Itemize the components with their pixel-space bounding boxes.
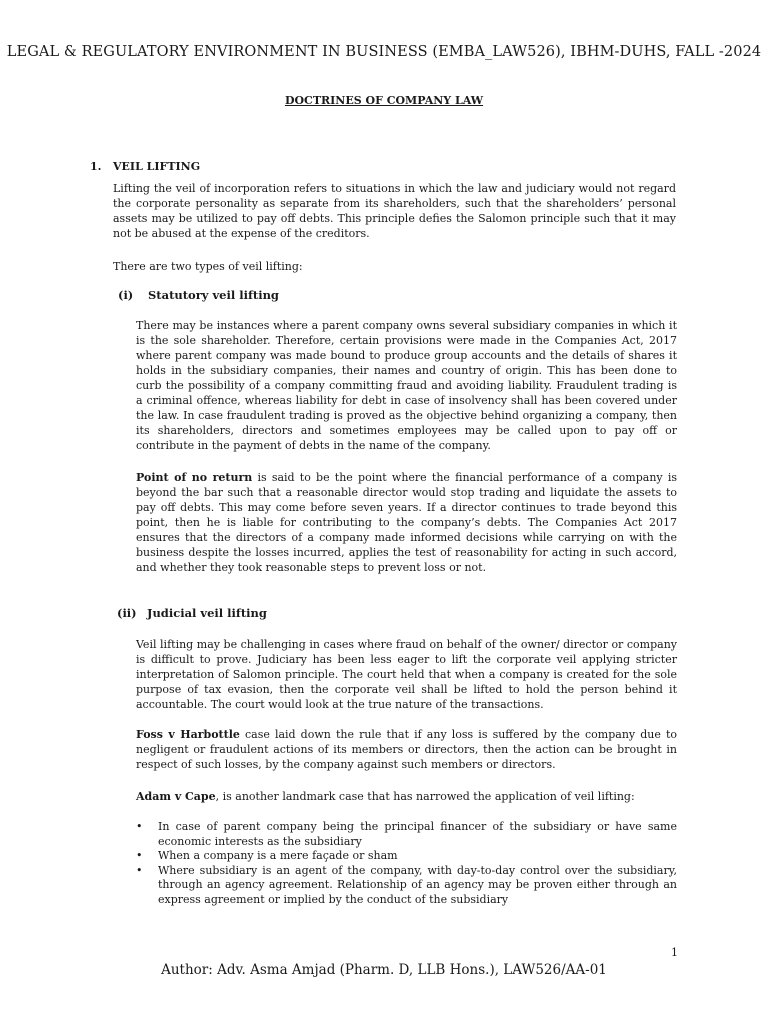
subsection-title: Statutory veil lifting: [148, 288, 279, 302]
page-number: 1: [671, 946, 678, 959]
document-title: DOCTRINES OF COMPANY LAW: [284, 94, 484, 107]
list-item-text: In case of parent company being the principal financer of the subsidiary or have same economic interests as the subsidiary: [158, 820, 677, 848]
section-title: VEIL LIFTING: [113, 160, 201, 173]
statutory-paragraph: There may be instances where a parent company owns several subsidiary companies in which it is the sole shareholder. Therefore, certain provisions were made in the Companies Act, 2017 where parent company was made bound to produce group accounts and the details of shares it holds in the subsidiary companies, their names and country of origin. This has been done to curb the possibility of a company committing fraud and avoiding liability. Fraudulent trading is a criminal offence, whereas liability for debt in case of insolvency shall has been covered under the law. In case fraudulent trading is proved as the objective behind organizing a company, then its shareholders, directors and sometimes employees may be called upon to pay off or contribute in the payment of debts in the name of the company.: [136, 319, 677, 452]
case-name: Foss v Harbottle: [136, 728, 240, 741]
subsection-heading-statutory: [118, 288, 279, 302]
bold-term: Point of no return: [136, 471, 253, 484]
intro-paragraph: Lifting the veil of incorporation refers to situations in which the law and judiciary would not regard the corporate personality as separate from its shareholders, such that the shareholders’ personal assets may be utilized to pay off debts. This principle defies the Salomon principle such that it may not be abused at the expense of the creditors.: [113, 182, 676, 240]
case-name: Adam v Cape: [136, 790, 216, 803]
bullet-list: [136, 820, 677, 907]
running-footer: Author: Adv. Asma Amjad (Pharm. D, LLB Hons.), LAW526/AA-01: [161, 962, 607, 978]
list-item: [136, 849, 677, 864]
bullet-icon: •: [136, 849, 143, 862]
subsection-title: Judicial veil lifting: [147, 606, 267, 620]
list-item-text: Where subsidiary is an agent of the company, with day-to-day control over the subsidiary, through an agency agreement. Relationship of an agency may be proven either through an express agreement or implied by the conduct of the subsidiary: [158, 863, 677, 906]
list-item: [136, 864, 677, 908]
point-of-no-return-paragraph: [136, 470, 677, 575]
judicial-paragraph: Veil lifting may be challenging in cases where fraud on behalf of the owner/ director or company is difficult to prove. Judiciary has been less eager to lift the corporate veil applying stricter interpretation of Salomon principle. The court held that when a company is created for the sole purpose of tax evasion, then the corporate veil shall be lifted to hold the person behind it accountable. The court would look at the true nature of the transactions.: [136, 638, 677, 711]
list-item-text: When a company is a mere façade or sham: [158, 849, 398, 862]
list-item: [136, 820, 677, 849]
bullet-icon: •: [136, 820, 143, 833]
section-number: 1.: [90, 160, 102, 173]
bullet-icon: •: [136, 863, 143, 877]
adam-v-cape-paragraph: [136, 789, 677, 804]
section-heading-veil-lifting: [90, 160, 200, 173]
subsection-number: (ii): [117, 606, 137, 620]
types-intro-paragraph: There are two types of veil lifting:: [113, 260, 303, 273]
paragraph-text: case laid down the rule that if any loss is suffered by the company due to negligent or fraudulent actions of its members or directors, then the action can be brought in respect of such losses, by the company against such members or directors.: [136, 728, 677, 771]
paragraph-text: , is another landmark case that has narrowed the application of veil lifting:: [215, 790, 635, 803]
running-header: LEGAL & REGULATORY ENVIRONMENT IN BUSINESS (EMBA_LAW526), IBHM-DUHS, FALL -2024: [6, 44, 762, 60]
subsection-heading-judicial: [117, 606, 267, 620]
foss-v-harbottle-paragraph: [136, 727, 677, 772]
paragraph-text: is said to be the point where the financial performance of a company is beyond the bar such that a reasonable director would stop trading and liquidate the assets to pay off debts. This may come before seven years. If a director continues to trade beyond this point, then he is liable for contributing to the company’s debts. The Companies Act 2017 ensures that the directors of a company made informed decisions while carrying on with the business despite the losses incurred, applies the test of reasonability for acting in such accord, and whether they took reasonable steps to prevent loss or not.: [136, 471, 677, 574]
subsection-number: (i): [118, 288, 134, 302]
